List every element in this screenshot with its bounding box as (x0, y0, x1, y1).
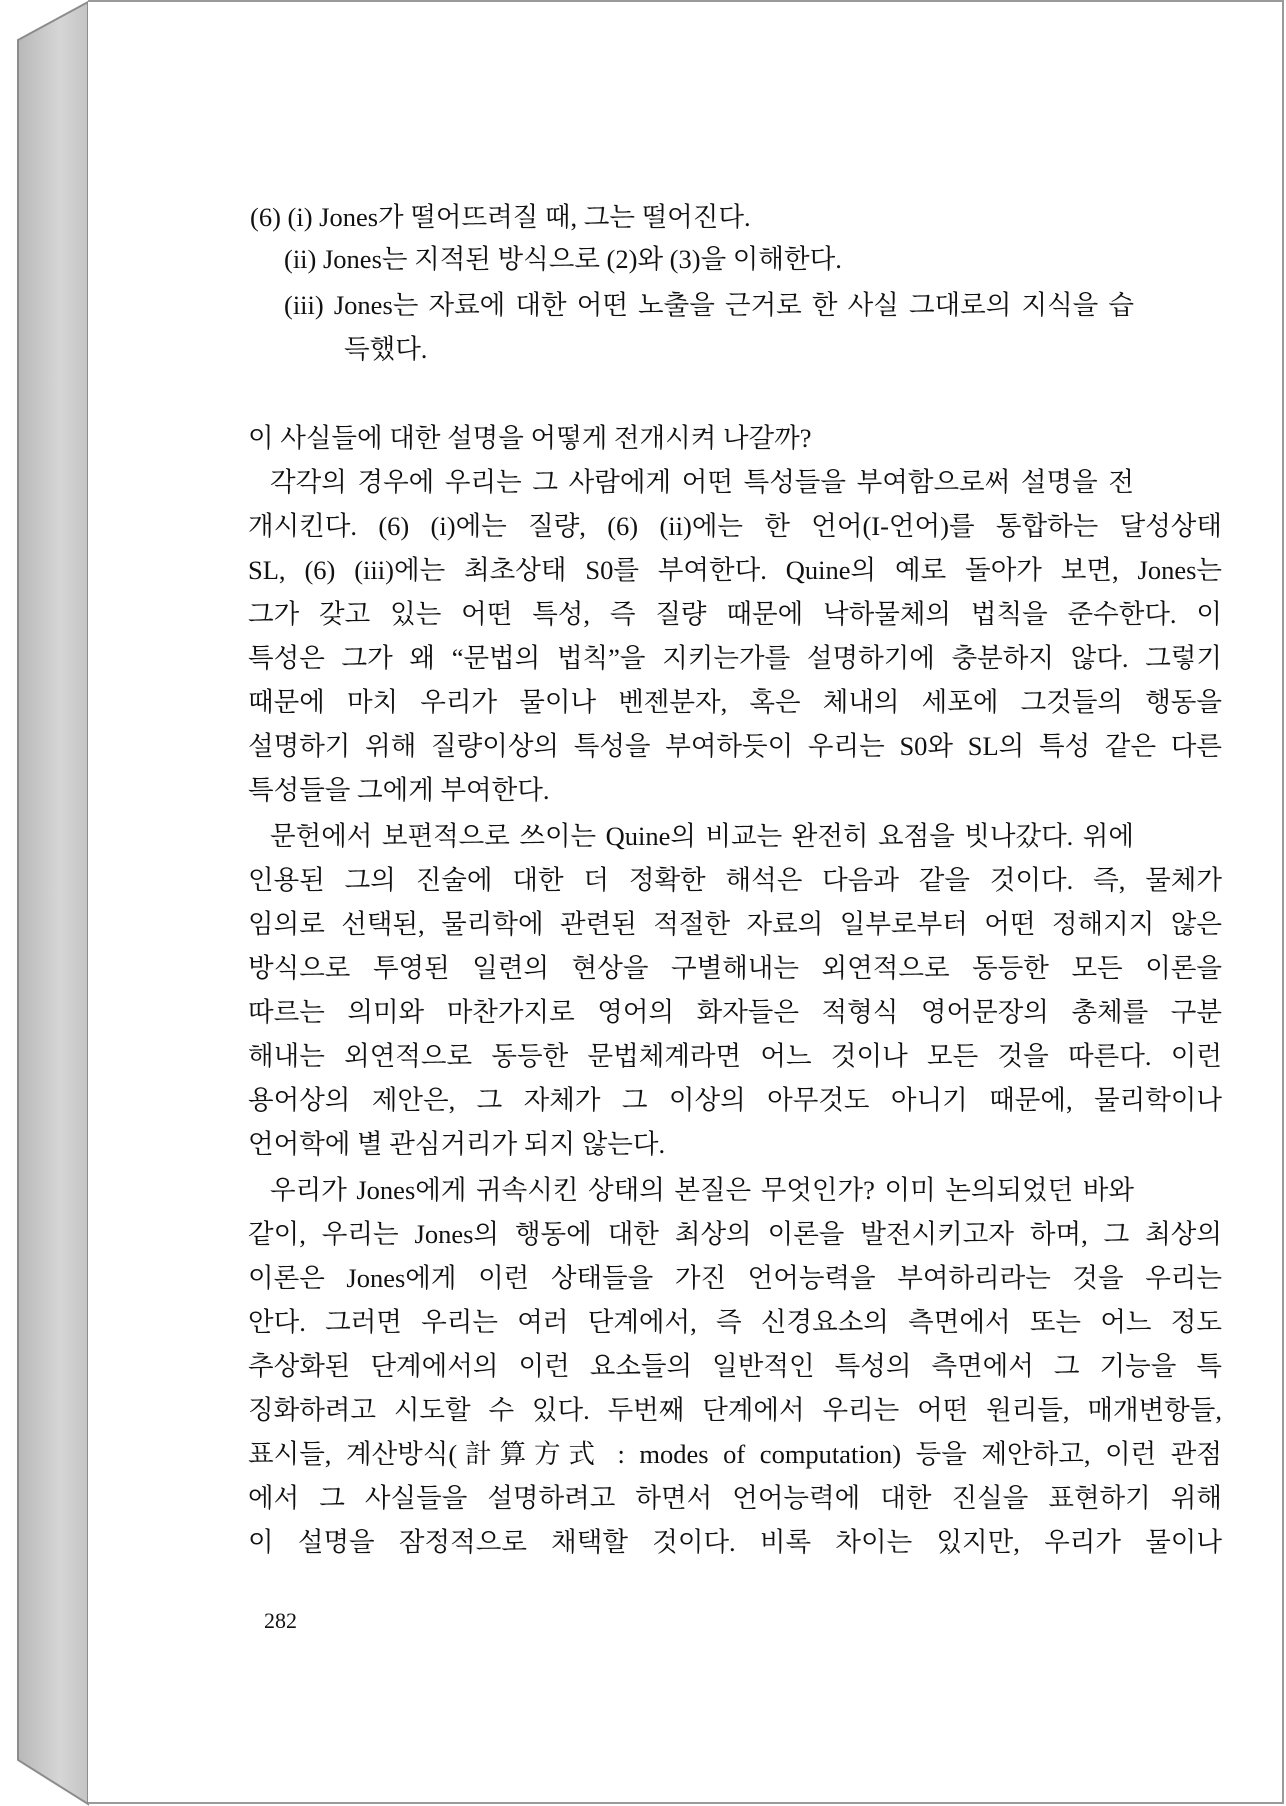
body-line: 에서 그 사실들을 설명하려고 하면서 언어능력에 대한 진실을 표현하기 위해 (248, 1483, 1222, 1513)
body-line: 특성은 그가 왜 “문법의 법칙”을 지키는가를 설명하기에 충분하지 않다. 그렇기 (248, 643, 1222, 673)
body-line: 각각의 경우에 우리는 그 사람에게 어떤 특성들을 부여함으로써 설명을 전 (270, 467, 1134, 497)
body-line: 인용된 그의 진술에 대한 더 정확한 해석은 다음과 같을 것이다. 즉, 물체가 (248, 865, 1222, 895)
body-line: 그가 갖고 있는 어떤 특성, 즉 질량 때문에 낙하물체의 법칙을 준수한다. 이 (248, 599, 1222, 629)
body-line: 우리가 Jones에게 귀속시킨 상태의 본질은 무엇인가? 이미 논의되었던 바와 (270, 1175, 1134, 1205)
body-line: 방식으로 투영된 일련의 현상을 구별해내는 외연적으로 동등한 모든 이론을 (248, 953, 1222, 983)
body-line: 이 사실들에 대한 설명을 어떻게 전개시켜 나갈까? (248, 423, 812, 453)
body-line: 같이, 우리는 Jones의 행동에 대한 최상의 이론을 발전시키고자 하며, 그 최상의 (248, 1219, 1222, 1249)
page-number: 282 (264, 1608, 297, 1633)
body-line: 때문에 마치 우리가 물이나 벤젠분자, 혹은 체내의 세포에 그것들의 행동을 (248, 687, 1222, 717)
list-item-6-iii: (iii) Jones는 자료에 대한 어떤 노출을 근거로 한 사실 그대로의 지식을 습 (284, 290, 1134, 320)
body-line: 개시킨다. (6) (i)에는 질량, (6) (ii)에는 한 언어(I-언어)를 통합하는 달성상태 (248, 511, 1222, 541)
body-line: 안다. 그러면 우리는 여러 단계에서, 즉 신경요소의 측면에서 또는 어느 정도 (248, 1307, 1222, 1337)
body-line: 이론은 Jones에게 이런 상태들을 가진 언어능력을 부여하리라는 것을 우리는 (248, 1263, 1222, 1293)
body-line: 따르는 의미와 마찬가지로 영어의 화자들은 적형식 영어문장의 총체를 구분 (248, 997, 1222, 1027)
body-line: 특성들을 그에게 부여한다. (248, 775, 550, 805)
body-line: 설명하기 위해 질량이상의 특성을 부여하듯이 우리는 S0와 SL의 특성 같은 다른 (248, 731, 1222, 761)
body-line: 임의로 선택된, 물리학에 관련된 적절한 자료의 일부로부터 어떤 정해지지 않은 (248, 909, 1222, 939)
list-item-6-iii-cont: 득했다. (344, 334, 428, 364)
body-line: 징화하려고 시도할 수 있다. 두번째 단계에서 우리는 어떤 원리들, 매개변항들, (248, 1395, 1222, 1425)
body-line: 문헌에서 보편적으로 쓰이는 Quine의 비교는 완전히 요점을 빗나갔다. 위에 (270, 821, 1134, 851)
body-line: 용어상의 제안은, 그 자체가 그 이상의 아무것도 아니기 때문에, 물리학이나 (248, 1085, 1222, 1115)
body-line: 추상화된 단계에서의 이런 요소들의 일반적인 특성의 측면에서 그 기능을 특 (248, 1351, 1222, 1381)
body-line: 해내는 외연적으로 동등한 문법체계라면 어느 것이나 모든 것을 따른다. 이런 (248, 1041, 1222, 1071)
body-line: 언어학에 별 관심거리가 되지 않는다. (248, 1129, 666, 1159)
body-line: 표시들, 계산방식(計算方式 : modes of computation) 등을 제안하고, 이런 관점 (248, 1439, 1222, 1469)
list-item-6-i: (6) (i) Jones가 떨어뜨려질 때, 그는 떨어진다. (250, 202, 751, 232)
body-line: 이 설명을 잠정적으로 채택할 것이다. 비록 차이는 있지만, 우리가 물이나 (248, 1527, 1222, 1557)
list-item-6-ii: (ii) Jones는 지적된 방식으로 (2)와 (3)을 이해한다. (284, 244, 842, 274)
body-line: SL, (6) (iii)에는 최초상태 S0를 부여한다. Quine의 예로 돌아가 보면, Jones는 (248, 555, 1222, 585)
